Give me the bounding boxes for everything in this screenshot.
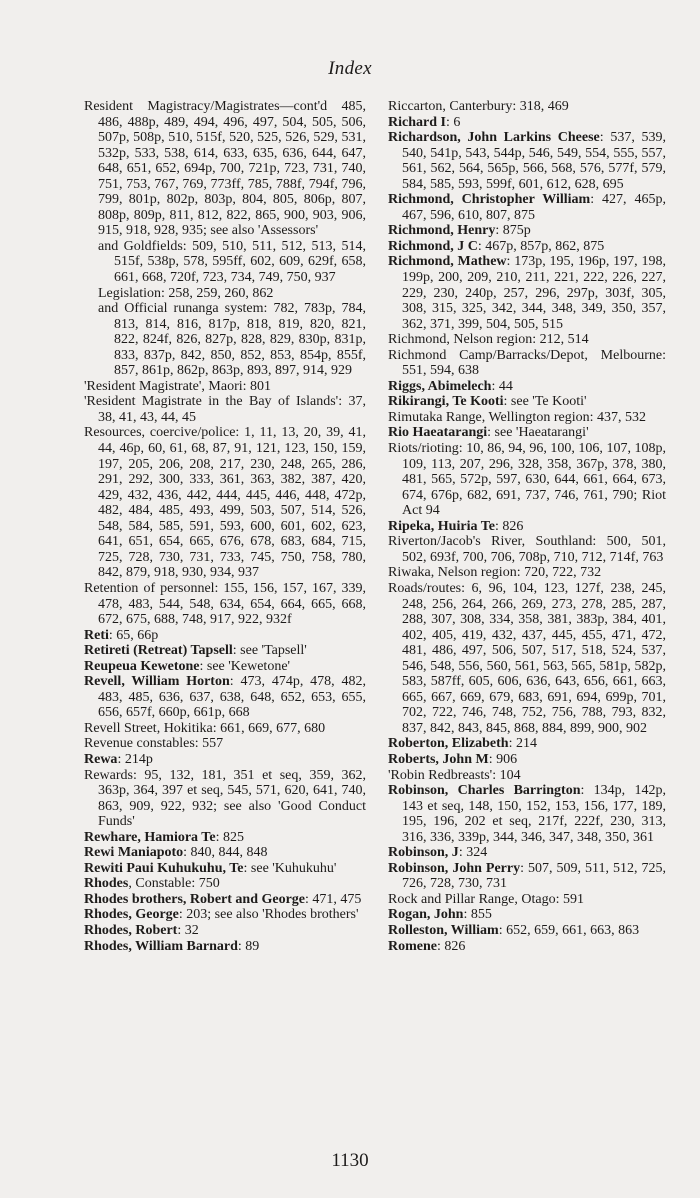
index-entry xyxy=(84,752,366,768)
index-entry xyxy=(388,845,666,861)
index-entry xyxy=(388,565,666,581)
page-number: 1130 xyxy=(331,1150,369,1171)
index-entry xyxy=(388,223,666,239)
index-text: and Official runanga system: 782, 783p, 784, 813, 814, 816, 817p, 818, 819, 820, 821, 822, 824f, 826, 827p, 828, 829, 830p, 831p, 833, 837p, 842, 850, 852, 853, 854p, 855f, 857, 861p, 862p, 863p, 893, 897, 914, 929 xyxy=(98,301,366,379)
index-heading: Retireti (Retreat) Tapsell xyxy=(84,643,233,659)
index-entry xyxy=(84,830,366,846)
index-entry xyxy=(84,892,366,908)
index-text: Richmond, Nelson region: 212, 514 xyxy=(388,332,589,348)
index-subentry xyxy=(84,301,366,379)
index-text: Rimutaka Range, Wellington region: 437, 532 xyxy=(388,409,646,425)
index-entry xyxy=(84,643,366,659)
index-entry xyxy=(388,939,666,955)
index-text: Riverton/Jacob's River, Southland: 500, 501, 502, 693f, 700, 706, 708p, 710, 712, 714f, 763 xyxy=(388,534,666,565)
index-text: : 826 xyxy=(494,518,524,534)
index-text: : 214p xyxy=(117,751,153,767)
index-entry xyxy=(84,923,366,939)
index-heading: Robinson, J xyxy=(388,845,459,861)
index-text: : 324 xyxy=(458,845,488,861)
index-text: Rock and Pillar Range, Otago: 591 xyxy=(388,891,584,907)
index-heading: Rewa xyxy=(84,751,118,767)
index-text: : 32 xyxy=(177,922,199,938)
index-heading: Richmond, Christopher William xyxy=(388,192,591,208)
index-text: Riots/rioting: 10, 86, 94, 96, 100, 106, 107, 108p, 109, 113, 207, 296, 328, 358, 367p, 378, 380, 481, 565, 572p, 597, 630, 644, 661, 664, 673, 674, 676p, 682, 691, 737, 746, 761, 790; Riot Act 94 xyxy=(388,441,666,519)
index-heading: Reti xyxy=(84,627,109,643)
index-text: : see 'Te Kooti' xyxy=(503,394,587,410)
index-heading: Romene xyxy=(388,938,437,954)
index-heading: Rewiti Paui Kuhukuhu, Te xyxy=(84,860,244,876)
index-entry xyxy=(84,876,366,892)
index-text: : 89 xyxy=(237,938,260,954)
index-entry xyxy=(84,721,366,737)
index-entry xyxy=(84,628,366,644)
index-text: Roads/routes: 6, 96, 104, 123, 127f, 238, 245, 248, 256, 264, 266, 269, 273, 278, 285, 287, 288, 307, 308, 334, 358, 381, 383p, 384, 401, 402, 405, 419, 432, 437, 445, 455, 471, 472, 481, 486, 497, 506, 507, 517, 518, 524, 537, 546, 548, 556, 560, 561, 563, 565, 581p, 582p, 583, 587ff, 605, 606, 636, 643, 656, 661, 663, 665, 667, 669, 679, 683, 691, 694, 699p, 701, 702, 722, 746, 748, 752, 756, 788, 793, 832, 837, 842, 843, 845, 868, 884, 899, 900, 902 xyxy=(388,580,666,736)
index-entry xyxy=(388,519,666,535)
index-entry xyxy=(388,239,666,255)
index-heading: Roberton, Elizabeth xyxy=(388,736,509,752)
index-heading: Richmond, Mathew xyxy=(388,254,507,270)
index-entry xyxy=(388,752,666,768)
index-text: 'Resident Magistrate in the Bay of Islands': 37, 38, 41, 43, 44, 45 xyxy=(84,394,366,425)
index-text: and Goldfields: 509, 510, 511, 512, 513, 514, 515f, 538p, 578, 595ff, 602, 609, 629f, 658, 661, 668, 720f, 723, 734, 749, 750, 937 xyxy=(98,238,366,286)
index-entry xyxy=(84,99,366,239)
index-heading: Robinson, John Perry xyxy=(388,860,521,876)
index-entry xyxy=(388,923,666,939)
index-entry xyxy=(388,581,666,736)
index-text: : 507, 509, 511, 512, 725, 726, 728, 730, 731 xyxy=(402,860,666,892)
index-heading: Rhodes brothers, Robert and George xyxy=(84,891,306,907)
index-text: : 652, 659, 661, 663, 863 xyxy=(498,922,640,938)
page-header-title: Index xyxy=(328,58,372,79)
index-entry xyxy=(84,736,366,752)
index-entry xyxy=(84,907,366,923)
index-heading: Rhodes, Robert xyxy=(84,922,178,938)
index-heading: Rewi Maniapoto xyxy=(84,845,184,861)
index-entry xyxy=(388,192,666,223)
index-heading: Richmond, Henry xyxy=(388,223,496,239)
index-column-right xyxy=(388,99,666,954)
index-heading: Reupeua Kewetone xyxy=(84,658,200,674)
index-text: : see 'Kewetone' xyxy=(199,658,291,674)
index-entry xyxy=(388,441,666,519)
index-text: 'Robin Redbreasts': 104 xyxy=(388,767,521,783)
index-text: Resident Magistracy/Magistrates—cont'd 485, 486, 488p, 489, 494, 496, 497, 504, 505, 506, 507p, 508p, 510, 515f, 520, 525, 526, 529, 531, 532p, 533, 538, 614, 633, 635, 636, 644, 647, 648, 651, 652, 694p, 700, 721p, 723, 731, 740, 751, 753, 767, 769, 773ff, 785, 788f, 794f, 796, 799, 801p, 802p, 803p, 804, 805, 806p, 807, 808p, 809p, 811, 812, 822, 865, 900, 903, 906, 915, 918, 928, 935; see also 'Assessors' xyxy=(84,99,366,239)
index-entry xyxy=(388,115,666,131)
index-text: Resources, coercive/police: 1, 11, 13, 20, 39, 41, 44, 46p, 60, 61, 68, 87, 91, 121, 123, 150, 159, 197, 205, 206, 208, 217, 230, 248, 265, 286, 291, 292, 300, 333, 361, 363, 382, 387, 420, 429, 432, 436, 442, 444, 445, 446, 448, 472p, 482, 484, 485, 493, 499, 503, 507, 514, 526, 548, 584, 585, 591, 593, 600, 601, 602, 623, 641, 651, 654, 665, 676, 678, 683, 684, 715, 725, 728, 730, 731, 733, 745, 750, 758, 780, 842, 879, 918, 930, 934, 937 xyxy=(84,425,366,581)
index-text: : 203; see also 'Rhodes brothers' xyxy=(178,907,359,923)
index-entry xyxy=(84,379,366,395)
index-heading: Rhodes, William Barnard xyxy=(84,938,238,954)
index-column-left xyxy=(84,99,366,954)
index-entry xyxy=(388,534,666,565)
index-text: : 840, 844, 848 xyxy=(183,845,268,861)
index-heading: Rikirangi, Te Kooti xyxy=(388,394,504,410)
index-heading: Roberts, John M xyxy=(388,751,489,767)
index-text: Richmond Camp/Barracks/Depot, Melbourne: 551, 594, 638 xyxy=(388,347,666,379)
index-text: Riwaka, Nelson region: 720, 722, 732 xyxy=(388,565,602,581)
index-heading: Rhodes xyxy=(84,876,129,892)
index-text: 'Resident Magistrate', Maori: 801 xyxy=(84,378,272,394)
index-heading: Rewhare, Hamiora Te xyxy=(84,829,216,845)
index-text: Legislation: 258, 259, 260, 862 xyxy=(98,285,274,301)
index-entry xyxy=(388,332,666,348)
index-text: Revenue constables: 557 xyxy=(84,736,224,752)
index-text: : 173p, 195, 196p, 197, 198, 199p, 200, 209, 210, 211, 221, 222, 226, 227, 229, 230, 240p, 257, 296, 297p, 303f, 305, 308, 315, 325, 342, 344, 348, 349, 350, 357, 362, 371, 399, 504, 505, 515 xyxy=(402,254,666,332)
index-heading: Richmond, J C xyxy=(388,238,478,254)
index-text: : 855 xyxy=(463,907,492,923)
index-text: : see 'Tapsell' xyxy=(232,643,307,659)
index-text: : 875p xyxy=(495,223,531,239)
index-heading: Robinson, Charles Barrington xyxy=(388,783,581,799)
index-heading: Richardson, John Larkins Cheese xyxy=(388,130,600,146)
index-text: : 826 xyxy=(437,938,466,954)
index-heading: Rolleston, William xyxy=(388,922,499,938)
index-entry xyxy=(84,425,366,580)
index-text: : 537, 539, 540, 541p, 543, 544p, 546, 549, 554, 555, 557, 561, 562, 564, 565p, 566, 568, 576, 577f, 579, 584, 585, 593, 599f, 601, 612, 628, 695 xyxy=(402,130,666,192)
index-entry xyxy=(388,892,666,908)
index-heading: Revell, William Horton xyxy=(84,674,230,690)
index-subentry xyxy=(84,286,366,302)
index-entry xyxy=(388,783,666,845)
index-text: : 65, 66p xyxy=(108,627,159,643)
index-text: Riccarton, Canterbury: 318, 469 xyxy=(388,99,569,114)
index-heading: Richard I xyxy=(388,114,446,130)
index-text: : 427, 465p, 467, 596, 610, 807, 875 xyxy=(402,192,667,223)
index-entry xyxy=(84,659,366,675)
index-entry xyxy=(84,674,366,721)
index-text: Revell Street, Hokitika: 661, 669, 677, 680 xyxy=(84,720,326,736)
index-entry xyxy=(388,861,666,892)
index-entry xyxy=(388,130,666,192)
index-text: : 471, 475 xyxy=(305,891,362,907)
index-entry xyxy=(84,768,366,830)
index-heading: Rhodes, George xyxy=(84,907,179,923)
index-text: , Constable: 750 xyxy=(128,876,220,892)
index-entry xyxy=(84,861,366,877)
index-heading: Ripeka, Huiria Te xyxy=(388,518,495,534)
index-text: Retention of personnel: 155, 156, 157, 167, 339, 478, 483, 544, 548, 634, 654, 664, 665, 668, 672, 675, 688, 748, 917, 922, 932f xyxy=(84,580,366,628)
index-entry xyxy=(388,736,666,752)
index-text: : 6 xyxy=(445,114,461,130)
index-entry xyxy=(388,907,666,923)
index-entry xyxy=(388,254,666,332)
index-entry xyxy=(388,394,666,410)
index-entry xyxy=(84,845,366,861)
index-entry xyxy=(388,348,666,379)
index-entry xyxy=(388,410,666,426)
index-text: : 467p, 857p, 862, 875 xyxy=(477,238,605,254)
index-text: : see 'Kuhukuhu' xyxy=(243,860,337,876)
index-text: : 214 xyxy=(508,736,537,752)
index-text: : see 'Haeatarangi' xyxy=(487,425,589,441)
index-heading: Rogan, John xyxy=(388,907,464,923)
index-heading: Rio Haeatarangi xyxy=(388,425,488,441)
index-entry xyxy=(388,768,666,784)
index-entry xyxy=(388,379,666,395)
index-text: : 825 xyxy=(215,829,244,845)
index-heading: Riggs, Abimelech xyxy=(388,378,492,394)
index-entry xyxy=(84,939,366,955)
index-subentry xyxy=(84,239,366,286)
index-entry xyxy=(84,394,366,425)
index-entry xyxy=(388,99,666,115)
index-entry xyxy=(84,581,366,628)
index-text: : 473, 474p, 478, 482, 483, 485, 636, 637, 638, 648, 652, 653, 655, 656, 657f, 660p, 661p, 668 xyxy=(98,674,366,721)
index-text: : 44 xyxy=(491,378,513,394)
index-entry xyxy=(388,425,666,441)
index-text: Rewards: 95, 132, 181, 351 et seq, 359, 362, 363p, 364, 397 et seq, 545, 571, 620, 641, 740, 863, 909, 922, 932; see also 'Good Conduct Funds' xyxy=(84,767,366,830)
index-text: : 906 xyxy=(488,751,518,767)
index-text: : 134p, 142p, 143 et seq, 148, 150, 152, 153, 156, 177, 189, 195, 196, 202 et seq, 217f, 222f, 230, 313, 316, 336, 339p, 344, 346, 347, 348, 350, 361 xyxy=(402,783,666,845)
